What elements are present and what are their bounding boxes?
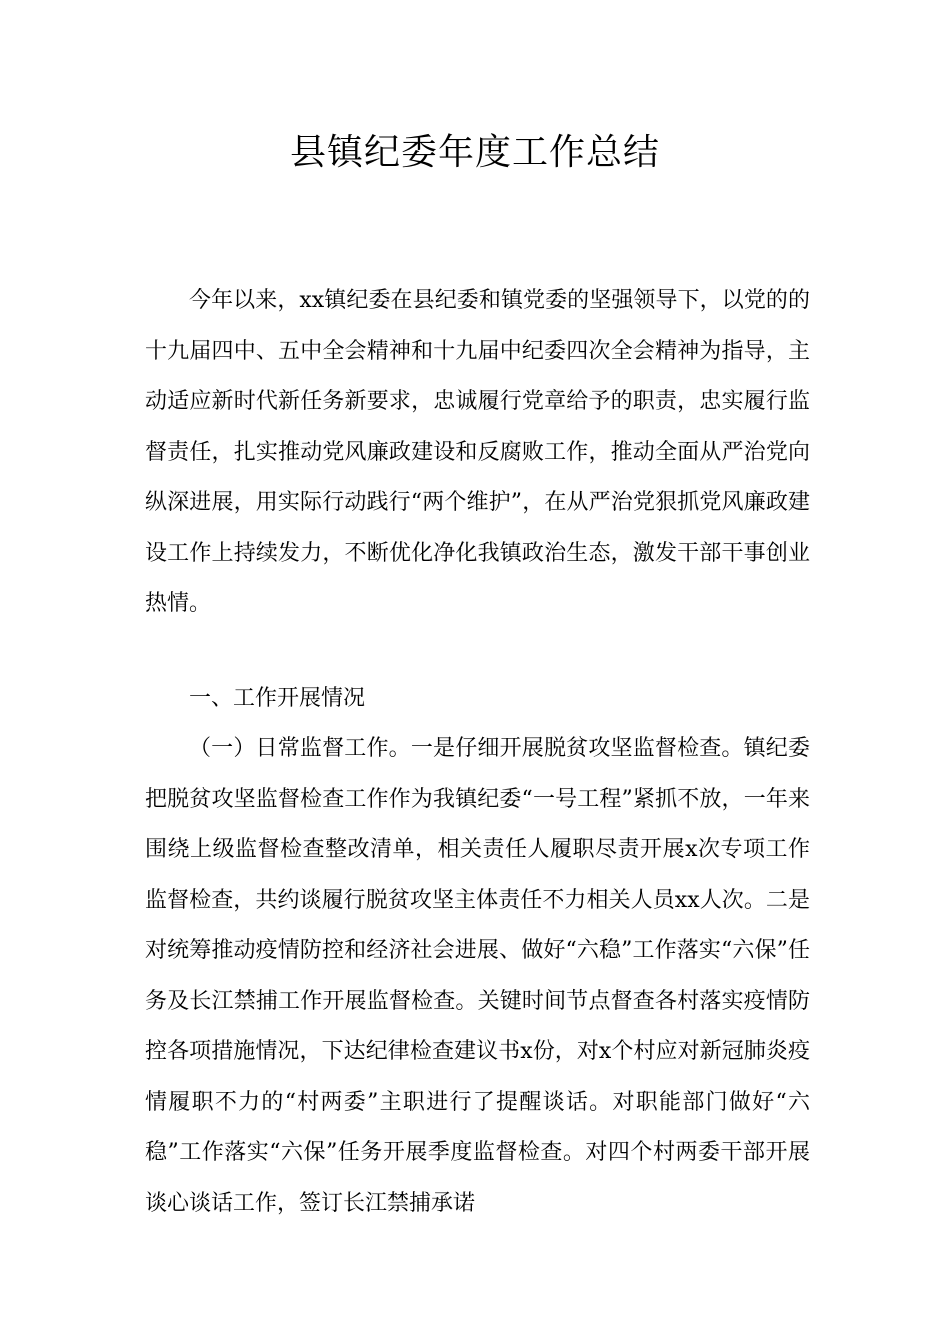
- intro-paragraph: 今年以来，xx镇纪委在县纪委和镇党委的坚强领导下，以党的的十九届四中、五中全会精神和十九届中纪委四次全会精神为指导，主动适应新时代新任务新要求，忠诚履行党章给予的职责，忠实履行监督责任，扎实推动党风廉政建设和反腐败工作，推动全面从严治党向纵深进展，用实际行动践行“两个维护”，在从严治党狠抓党风廉政建设工作上持续发力，不断优化净化我镇政治生态，激发干部干事创业热情。: [145, 288, 810, 616]
- section-heading: 一、工作开展情况: [189, 686, 366, 711]
- supervision-paragraph: （一）日常监督工作。一是仔细开展脱贫攻坚监督检查。镇纪委把脱贫攻坚监督检查工作作为我镇纪委“一号工程”紧抓不放，一年来围绕上级监督检查整改清单，相关责任人履职尽责开展x次专项工作监督检查，共约谈履行脱贫攻坚主体责任不力相关人员xx人次。二是对统筹推动疫情防控和经济社会进展、做好“六稳”工作落实“六保”任务及长江禁捕工作开展监督检查。关键时间节点督查各村落实疫情防控各项措施情况，下达纪律检查建议书x份，对x个村应对新冠肺炎疫情履职不力的“村两委”主职进行了提醒谈话。对职能部门做好“六稳”工作落实“六保”任务开展季度监督检查。对四个村两委干部开展谈心谈话工作，签订长江禁捕承诺: [145, 736, 810, 1216]
- document-title: 县镇纪委年度工作总结: [289, 132, 660, 173]
